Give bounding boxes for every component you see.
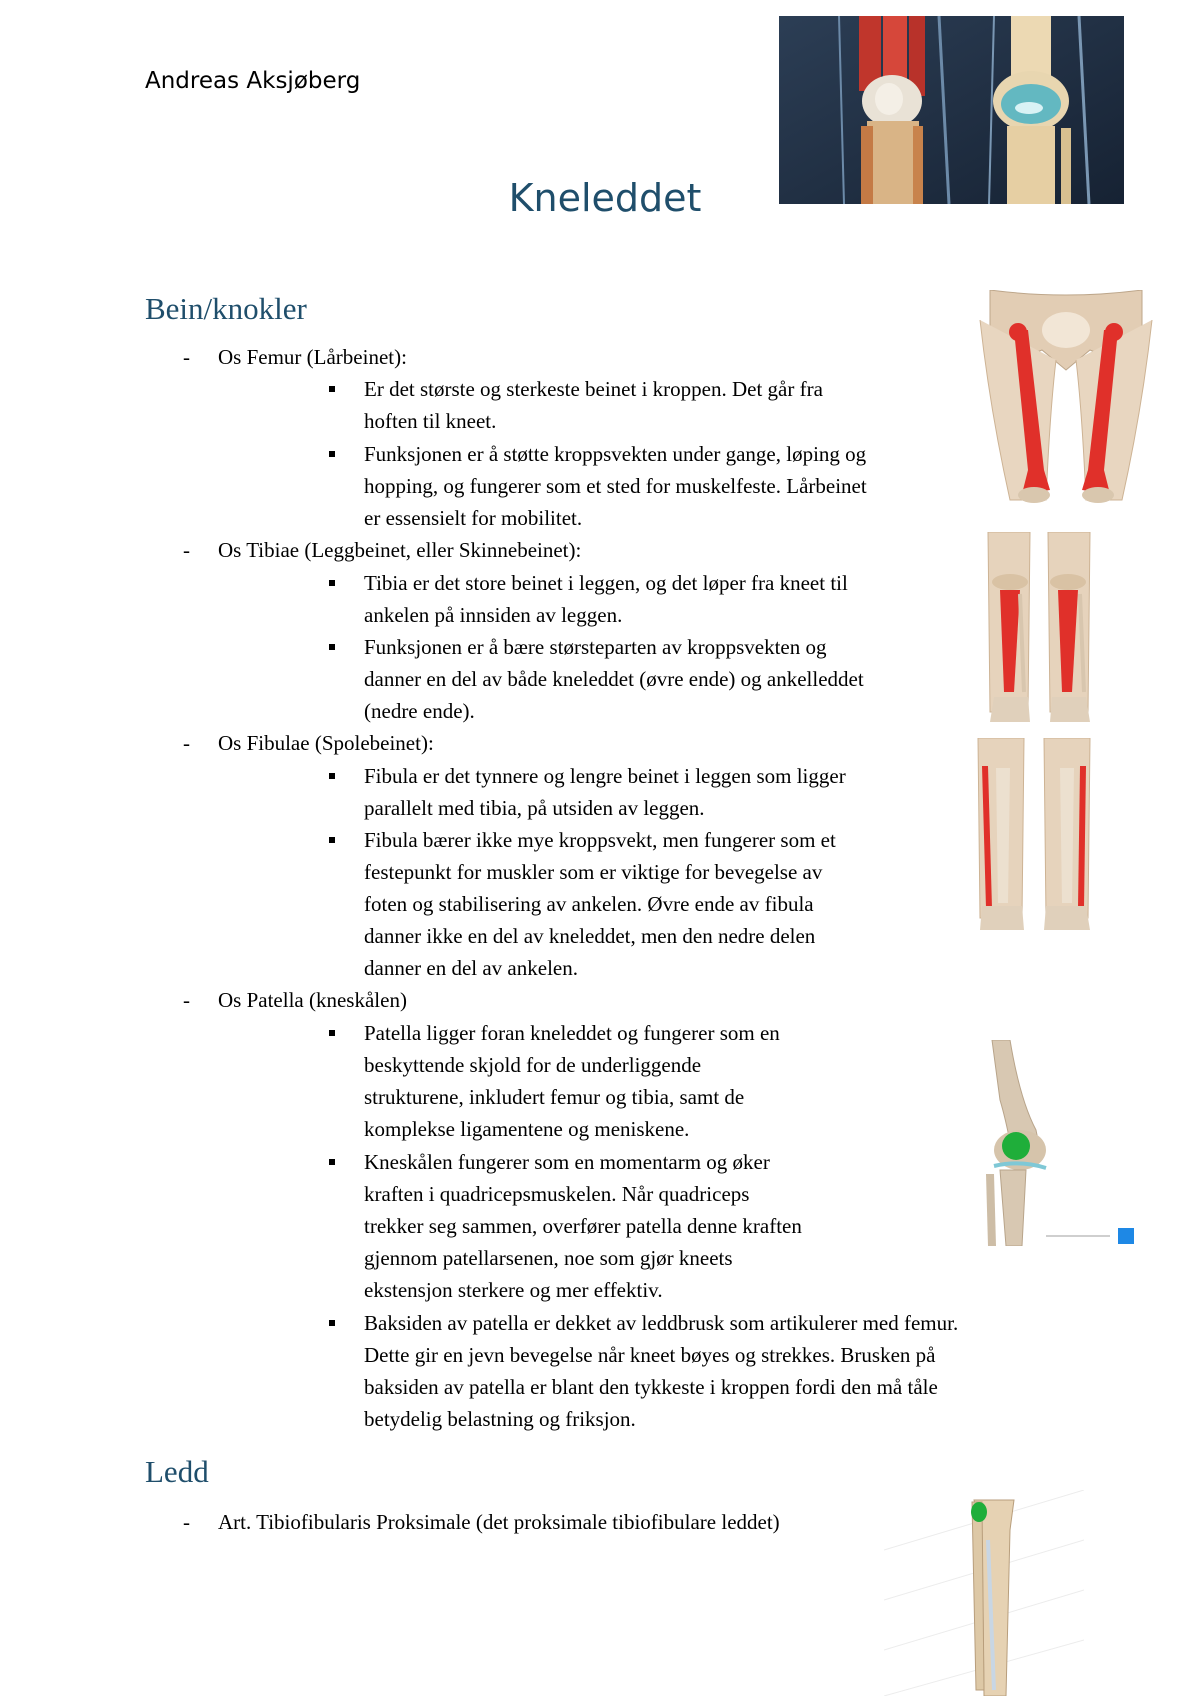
fibula-bullet-2-line-1: Fibula bærer ikke mye kroppsvekt, men fungerer som et: [364, 828, 836, 852]
bullet-icon: [329, 386, 335, 392]
bullet-icon: [329, 644, 335, 650]
patella-bullet-3-line-2: Dette gir en jevn bevegelse når kneet bøyes og strekkes. Brusken på: [364, 1343, 936, 1367]
tibiofibular-figure: [884, 1490, 1084, 1696]
patella-bullet-1-line-1: Patella ligger foran kneleddet og fungerer som en: [364, 1021, 780, 1045]
fibula-figure: [972, 738, 1098, 938]
bullet-icon: [329, 837, 335, 843]
list-dash: -: [183, 731, 190, 755]
joint-item-tibiofibular: Art. Tibiofibularis Proksimale (det proksimale tibiofibulare leddet): [218, 1510, 780, 1534]
author-name: Andreas Aksjøberg: [145, 68, 361, 94]
femur-illustration: [970, 290, 1162, 510]
patella-bullet-3-line-1: Baksiden av patella er dekket av leddbrusk som artikulerer med femur.: [364, 1311, 959, 1335]
bone-item-femur: Os Femur (Lårbeinet):: [218, 345, 407, 369]
bullet-icon: [329, 1320, 335, 1326]
femur-bullet-1-line-1: Er det største og sterkeste beinet i kroppen. Det går fra: [364, 377, 823, 401]
patella-bullet-2-line-1: Kneskålen fungerer som en momentarm og øker: [364, 1150, 770, 1174]
fibula-bullet-1-line-1: Fibula er det tynnere og lengre beinet i leggen som ligger: [364, 764, 846, 788]
tibia-bullet-2-line-1: Funksjonen er å bære størsteparten av kroppsvekten og: [364, 635, 827, 659]
list-dash: -: [183, 538, 190, 562]
tibia-bullet-1-line-1: Tibia er det store beinet i leggen, og det løper fra kneet til: [364, 571, 848, 595]
section-heading-bones: Bein/knokler: [145, 291, 307, 326]
fibula-bullet-1-line-2: parallelt med tibia, på utsiden av leggen.: [364, 796, 705, 820]
fibula-bullet-2-line-2: festepunkt for muskler som er viktige for bevegelse av: [364, 860, 823, 884]
bullet-icon: [329, 773, 335, 779]
femur-bullet-2-line-1: Funksjonen er å støtte kroppsvekten under gange, løping og: [364, 442, 867, 466]
list-dash: -: [183, 988, 190, 1012]
patella-bullet-3-line-4: betydelig belastning og friksjon.: [364, 1407, 636, 1431]
bone-item-fibula: Os Fibulae (Spolebeinet):: [218, 731, 434, 755]
tibia-bullet-2-line-2: danner en del av både kneleddet (øvre ende) og ankelleddet: [364, 667, 864, 691]
patella-illustration: [976, 1040, 1138, 1246]
tibia-figure: [980, 532, 1098, 732]
bullet-icon: [329, 451, 335, 457]
patella-bullet-2-line-2: kraften i quadricepsmuskelen. Når quadriceps: [364, 1182, 750, 1206]
fibula-bullet-2-line-4: danner ikke en del av kneleddet, men den nedre delen: [364, 924, 816, 948]
bullet-icon: [329, 1159, 335, 1165]
bullet-icon: [329, 1030, 335, 1036]
bullet-icon: [329, 580, 335, 586]
patella-figure: [976, 1040, 1138, 1246]
femur-figure: [970, 290, 1162, 510]
knee-3d-illustration: [779, 16, 1124, 204]
list-dash: -: [183, 345, 190, 369]
femur-bullet-1-line-2: hoften til kneet.: [364, 409, 497, 433]
patella-bullet-3-line-3: baksiden av patella er blant den tykkeste i kroppen fordi den må tåle: [364, 1375, 938, 1399]
fibula-bullet-2-line-5: danner en del av ankelen.: [364, 956, 578, 980]
fibula-bullet-2-line-3: foten og stabilisering av ankelen. Øvre ende av fibula: [364, 892, 814, 916]
document-title: Kneleddet: [508, 176, 702, 220]
patella-bullet-1-line-4: komplekse ligamentene og meniskene.: [364, 1117, 690, 1141]
tibia-bullet-2-line-3: (nedre ende).: [364, 699, 475, 723]
tibia-bullet-1-line-2: ankelen på innsiden av leggen.: [364, 603, 623, 627]
patella-bullet-1-line-2: beskyttende skjold for de underliggende: [364, 1053, 702, 1077]
section-heading-joints: Ledd: [145, 1454, 209, 1489]
femur-bullet-2-line-2: hopping, og fungerer som et sted for muskelfeste. Lårbeinet: [364, 474, 867, 498]
patella-bullet-2-line-5: ekstensjon sterkere og mer effektiv.: [364, 1278, 663, 1302]
list-dash: -: [183, 1510, 190, 1534]
patella-bullet-2-line-3: trekker seg sammen, overfører patella denne kraften: [364, 1214, 802, 1238]
tibiofibular-illustration: [884, 1490, 1084, 1696]
femur-bullet-2-line-3: er essensielt for mobilitet.: [364, 506, 583, 530]
tibia-illustration: [980, 532, 1098, 732]
bone-item-patella: Os Patella (kneskålen): [218, 988, 407, 1012]
bone-item-tibia: Os Tibiae (Leggbeinet, eller Skinnebeinet):: [218, 538, 582, 562]
patella-bullet-2-line-4: gjennom patellarsenen, noe som gjør kneets: [364, 1246, 733, 1270]
fibula-illustration: [972, 738, 1098, 938]
knee-3d-figure: [779, 16, 1124, 204]
patella-bullet-1-line-3: strukturene, inkludert femur og tibia, samt de: [364, 1085, 745, 1109]
